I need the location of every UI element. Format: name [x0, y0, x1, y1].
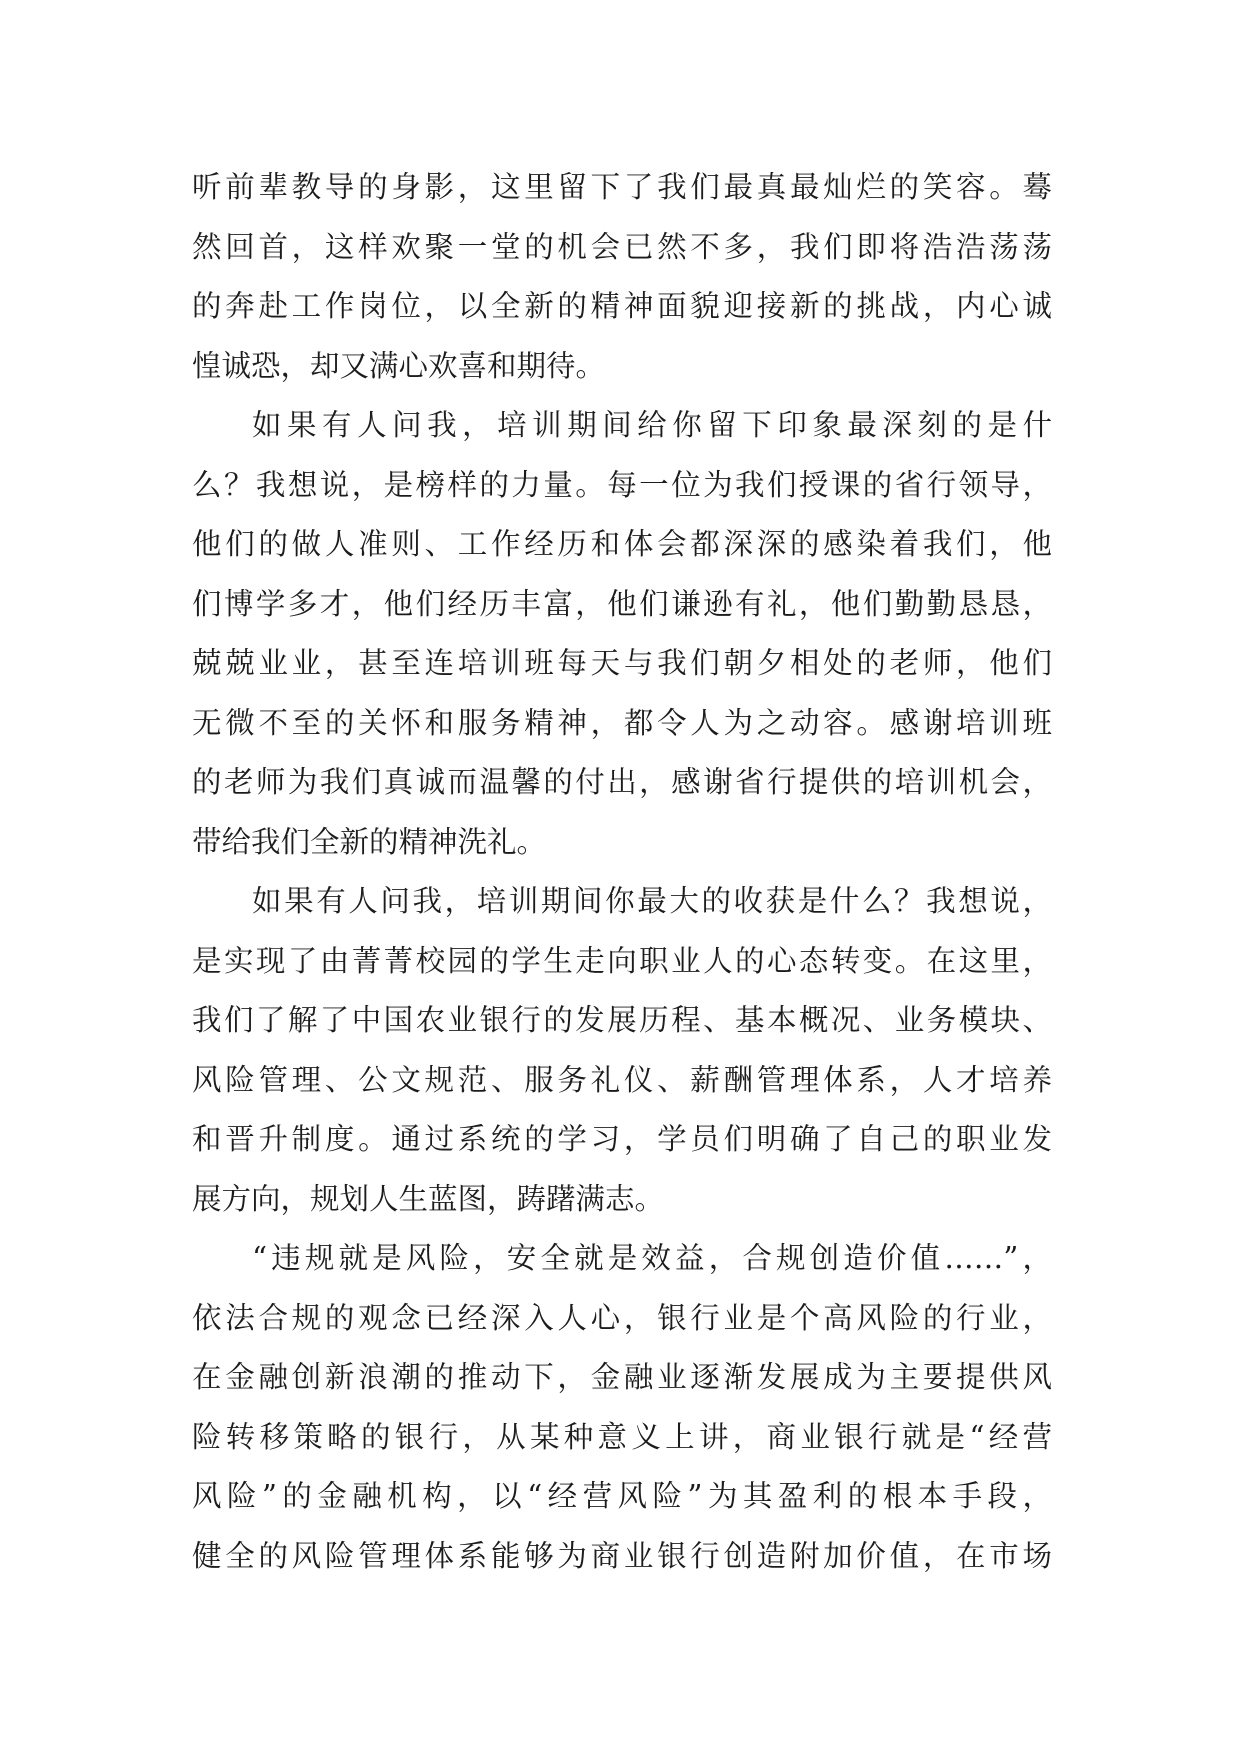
text-line: 和晋升制度。通过系统的学习，学员们明确了自己的职业发 [192, 1122, 1052, 1156]
text-line: 在金融创新浪潮的推动下，金融业逐渐发展成为主要提供风 [192, 1360, 1052, 1394]
text-line: 的老师为我们真诚而温馨的付出，感谢省行提供的培训机会， [192, 765, 1052, 799]
text-line: 健全的风险管理体系能够为商业银行创造附加价值，在市场 [192, 1538, 1052, 1573]
text-line: 无微不至的关怀和服务精神，都令人为之动容。感谢培训班 [192, 705, 1052, 740]
text-line: 惶诚恐，却又满心欢喜和期待。 [192, 348, 606, 383]
text-line: 么？我想说，是榜样的力量。每一位为我们授课的省行领导， [192, 467, 1052, 502]
text-line: 是实现了由菁菁校园的学生走向职业人的心态转变。在这里， [192, 943, 1052, 978]
text-line: “违规就是风险，安全就是效益，合规创造价值……”， [252, 1241, 1052, 1275]
text-line: 们博学多才，他们经历丰富，他们谦逊有礼，他们勤勤恳恳， [192, 586, 1052, 621]
text-line: 险转移策略的银行，从某种意义上讲，商业银行就是“经营 [192, 1419, 1052, 1454]
text-line: 如果有人问我，培训期间给你留下印象最深刻的是什 [252, 408, 1052, 442]
text-line: 风险管理、公文规范、服务礼仪、薪酬管理体系，人才培养 [192, 1062, 1052, 1097]
text-line: 依法合规的观念已经深入人心，银行业是个高风险的行业， [192, 1300, 1052, 1335]
text-line: 听前辈教导的身影，这里留下了我们最真最灿烂的笑容。蓦 [192, 170, 1052, 204]
text-line: 的奔赴工作岗位，以全新的精神面貌迎接新的挑战，内心诚 [192, 289, 1052, 323]
text-line: 我们了解了中国农业银行的发展历程、基本概况、业务模块、 [192, 1003, 1052, 1037]
text-line: 展方向，规划人生蓝图，踌躇满志。 [192, 1181, 665, 1216]
text-line: 他们的做人准则、工作经历和体会都深深的感染着我们，他 [192, 527, 1052, 561]
body-text [192, 158, 1052, 1586]
text-line: 如果有人问我，培训期间你最大的收获是什么？我想说， [252, 884, 1052, 918]
text-line: 然回首，这样欢聚一堂的机会已然不多，我们即将浩浩荡荡 [192, 229, 1052, 264]
text-line: 带给我们全新的精神洗礼。 [192, 824, 547, 859]
text-line: 风险”的金融机构，以“经营风险”为其盈利的根本手段， [192, 1479, 1052, 1513]
text-line: 兢兢业业，甚至连培训班每天与我们朝夕相处的老师，他们 [192, 646, 1052, 680]
